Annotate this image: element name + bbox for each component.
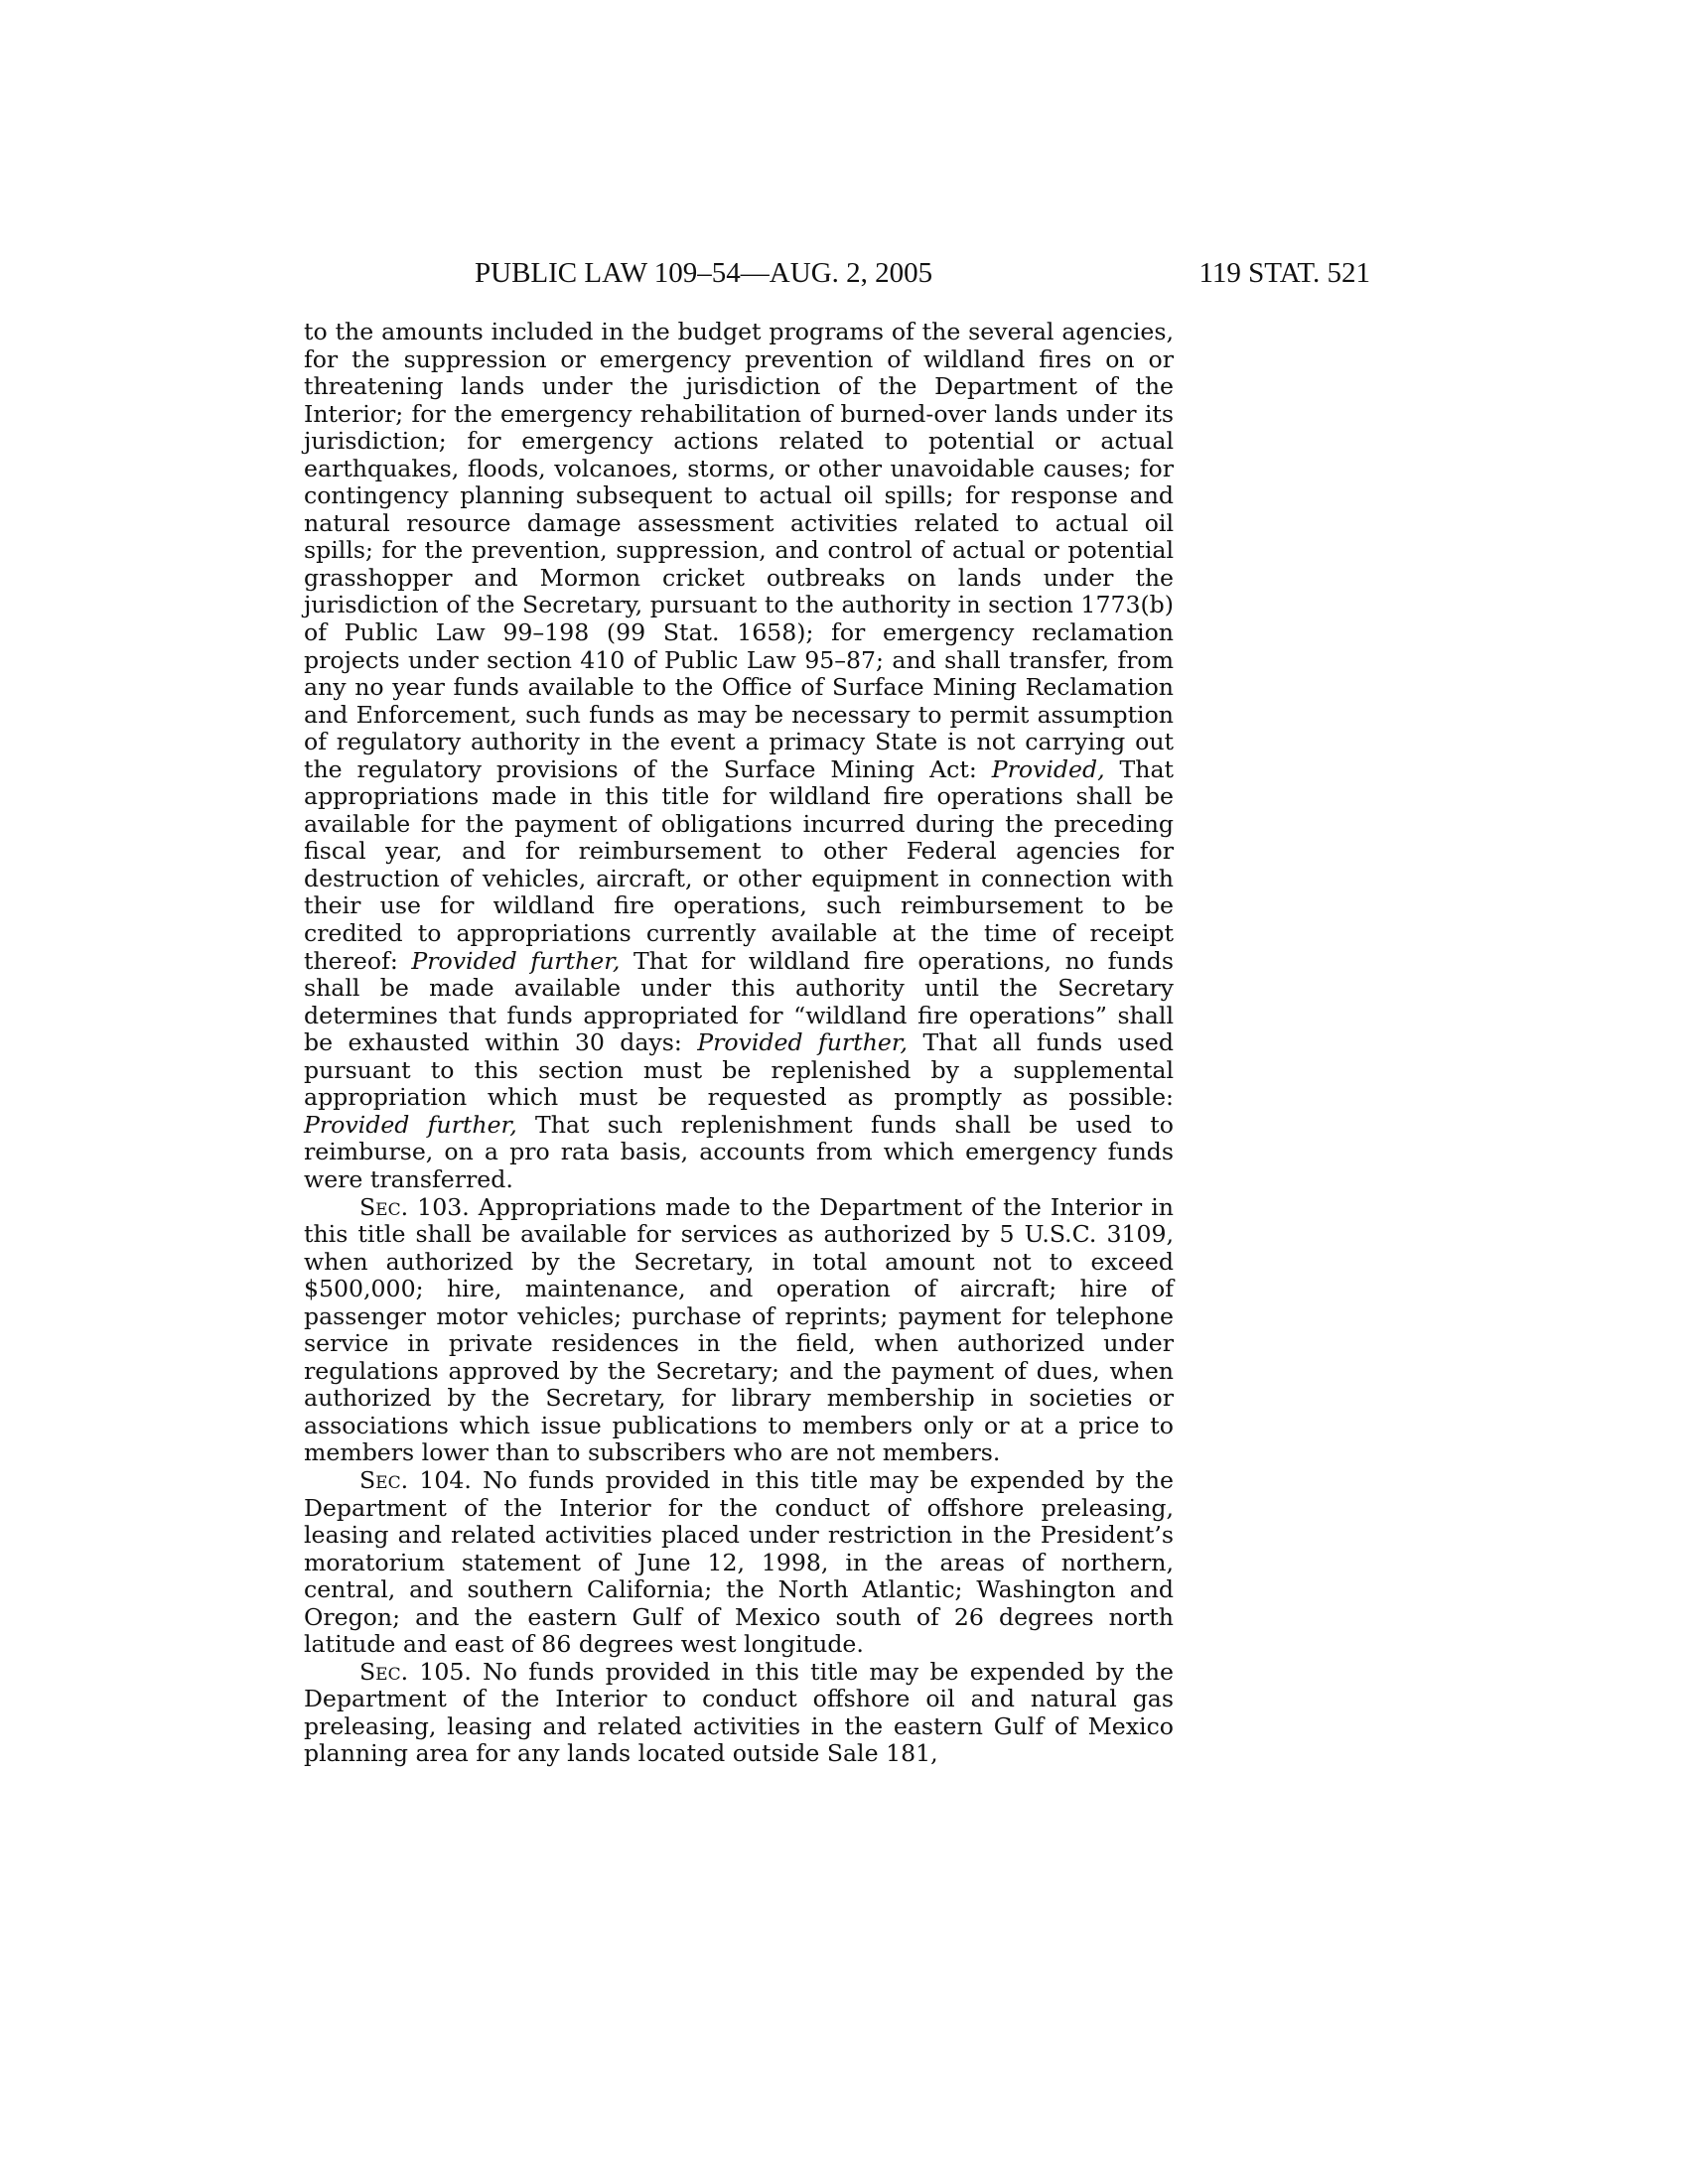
text-run: That such replenishment funds shall be used to reimburse, on a pro rata basis, accounts from which emergency funds were transferred. — [304, 1110, 1174, 1193]
statute-citation: 119 STAT. 521 — [1198, 257, 1370, 289]
paragraph — [304, 1194, 1174, 1467]
proviso-phrase: Provided, — [991, 754, 1105, 783]
running-head: PUBLIC LAW 109–54—AUG. 2, 2005 — [475, 257, 933, 289]
proviso-phrase: Provided further, — [411, 946, 621, 975]
text-run: to the amounts included in the budget programs of the several agencies, for the suppression or emergency prevention of wildland fires on or threatening lands under the jurisdiction of the Department of the Interior; for the emergency rehabilitation of burned-over lands under its jurisdiction; for emergency actions related to potential or actual earthquakes, floods, volcanoes, storms, or other unavoidable causes; for contingency planning subsequent to actual oil spills; for response and natural resource damage assessment activities related to actual oil spills; for the prevention, suppression, and control of actual or potential grasshopper and Mormon cricket outbreaks on lands under the jurisdiction of the Secretary, pursuant to the authority in section 1773(b) of Public Law 99–198 (99 Stat. 1658); for emergency reclamation projects under section 410 of Public Law 95–87; and shall transfer, from any no year funds available to the Office of Surface Mining Reclamation and Enforcement, such funds as may be necessary to permit assumption of regulatory authority in the event a primacy State is not carrying out the regulatory provisions of the Surface Mining Act: — [304, 318, 1174, 783]
section-label: Sec. — [359, 1465, 409, 1494]
paragraph — [304, 1467, 1174, 1659]
text-run: 105. No funds provided in this title may be expended by the Department of the Interior to conduct offshore oil and natural gas preleasing, leasing and related activities in the eastern Gulf of Mexico planning area for any lands located outside Sale 181, — [304, 1657, 1174, 1768]
body-text — [304, 319, 1174, 1768]
text-run: That for wildland fire operations, no funds shall be made available under this authority until the Secretary determines that funds appropriated for “wildland fire operations” shall be exhausted within 30 days: — [304, 946, 1174, 1057]
paragraph — [304, 1659, 1174, 1768]
paragraph — [304, 319, 1174, 1194]
text-run: 104. No funds provided in this title may be expended by the Department of the Interior for the conduct of offshore preleasing, leasing and related activities placed under restriction in the President’s moratorium statement of June 12, 1998, in the areas of northern, central, and southern California; the North Atlantic; Washington and Oregon; and the eastern Gulf of Mexico south of 26 degrees north latitude and east of 86 degrees west longitude. — [304, 1465, 1174, 1659]
page-header — [298, 250, 1370, 296]
text-run: That all funds used pursuant to this section must be replenished by a supplemental appropriation which must be requested as promptly as possible: — [304, 1028, 1175, 1112]
text-run: 103. Appropriations made to the Department of the Interior in this title shall be available for services as authorized by 5 U.S.C. 3109, when authorized by the Secretary, in total amount not to exceed $500,000; hire, maintenance, and operation of aircraft; hire of passenger motor vehicles; purchase of reprints; payment for telephone service in private residences in the field, when authorized under regulations approved by the Secretary; and the payment of dues, when authorized by the Secretary, for library membership in societies or associations which issue publications to members only or at a price to members lower than to subscribers who are not members. — [304, 1192, 1174, 1467]
text-run: That appropriations made in this title for wildland fire operations shall be available for the payment of obligations incurred during the preceding fiscal year, and for reimbursement to other Federal agencies for destruction of vehicles, aircraft, or other equipment in connection with their use for wildland fire operations, such reimbursement to be credited to appropriations currently available at the time of receipt thereof: — [304, 754, 1174, 975]
proviso-phrase: Provided further, — [697, 1028, 909, 1057]
proviso-phrase: Provided further, — [304, 1110, 517, 1139]
section-label: Sec. — [359, 1192, 409, 1221]
section-label: Sec. — [359, 1657, 409, 1686]
